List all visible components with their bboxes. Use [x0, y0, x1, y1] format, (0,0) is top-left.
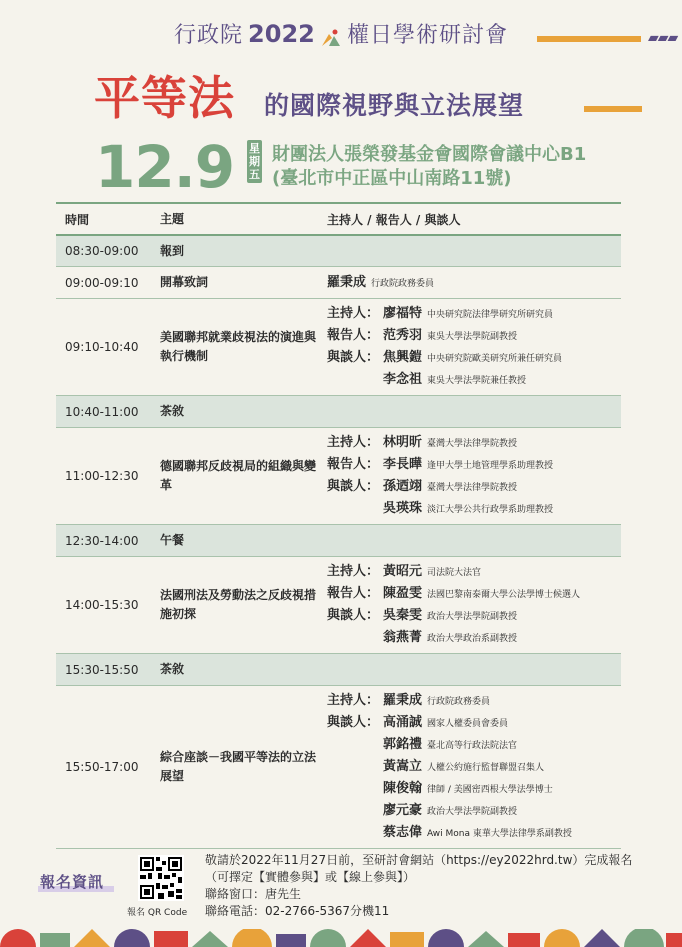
main-title: 平等法: [94, 71, 235, 125]
table-row: [56, 525, 621, 557]
table-row: [56, 686, 621, 849]
person-name: 廖福特: [383, 306, 423, 321]
person-title: 司法院大法官: [427, 568, 482, 578]
person-line: [327, 347, 621, 369]
person-name: 廖元豪: [383, 803, 423, 818]
person-role: 與談人：: [327, 350, 380, 365]
table-row: [56, 428, 621, 525]
human-rights-logo-icon: [320, 28, 342, 48]
header-topic: 主題: [160, 211, 185, 226]
person-name: 黃昭元: [383, 564, 423, 579]
person-title: 臺北高等行政法院法官: [427, 741, 518, 751]
row-time: 12:30-14:00: [65, 533, 139, 548]
row-topic: 德國聯邦反歧視局的組織與變革: [160, 459, 317, 492]
decor-bar: [584, 106, 642, 112]
weekday-badge: 星期五: [249, 142, 260, 181]
person-line: [327, 272, 621, 294]
person-role: 報告人：: [327, 586, 380, 601]
person-name: 吳瑛珠: [383, 501, 423, 516]
person-name: 黃嵩立: [383, 759, 423, 774]
person-name: 林明昕: [383, 435, 423, 450]
person-name: 吳秦雯: [383, 608, 423, 623]
person-title: 淡江大學公共行政學系助理教授: [427, 505, 554, 515]
person-line: [327, 454, 621, 476]
event-name: 權日學術研討會: [347, 23, 509, 48]
person-role: 主持人：: [327, 693, 380, 708]
header-people: 主持人 / 報告人 / 與談人: [327, 212, 461, 227]
person-name: 羅秉成: [383, 693, 423, 708]
row-time: 08:30-09:00: [65, 244, 139, 258]
decorative-border: [0, 929, 682, 947]
registration-info: [205, 852, 632, 920]
person-role: 與談人：: [327, 479, 380, 494]
person-line: [327, 756, 621, 778]
row-time: 15:50-17:00: [65, 760, 139, 774]
person-title: 臺灣大學法律學院教授: [427, 439, 518, 449]
event-header: [0, 18, 682, 49]
registration-deadline: 敬請於2022年11月27日前，至研討會網站（https://ey2022hrd.tw）完成報名: [205, 853, 633, 867]
person-title: 逢甲大學土地管理學系助理教授: [427, 461, 554, 471]
person-role: 主持人：: [327, 564, 380, 579]
schedule-table: [56, 202, 621, 849]
row-topic: 美國聯邦就業歧視法的演進與執行機制: [160, 330, 317, 363]
person-title: 人權公約施行監督聯盟召集人: [427, 763, 545, 773]
row-topic: 法國刑法及勞動法之反歧視措施初探: [160, 588, 317, 621]
person-name: 蔡志偉: [383, 825, 423, 840]
person-name: 李長曄: [383, 457, 423, 472]
person-line: [327, 369, 621, 391]
row-time: 10:40-11:00: [65, 404, 139, 419]
table-row: [56, 236, 621, 267]
person-title: 中央研究院法律學研究所研究員: [427, 310, 554, 320]
decor-bar: [537, 36, 641, 42]
person-line: [327, 583, 621, 605]
header-time: 時間: [65, 212, 90, 227]
person-line: [327, 303, 621, 325]
row-topic: 午餐: [160, 533, 185, 547]
person-line: [327, 432, 621, 454]
person-line: [327, 712, 621, 734]
person-title: Awi Mona 東華大學法律學系副教授: [427, 829, 572, 839]
person-line: [327, 822, 621, 844]
person-line: [327, 734, 621, 756]
table-row: [56, 654, 621, 686]
person-line: [327, 476, 621, 498]
row-topic: 茶敘: [160, 404, 185, 418]
table-row: [56, 267, 621, 299]
person-role: 報告人：: [327, 328, 380, 343]
person-line: [327, 800, 621, 822]
person-title: 律師 / 美國密西根大學法學博士: [427, 785, 553, 795]
person-role: 與談人：: [327, 608, 380, 623]
person-title: 行政院政務委員: [427, 697, 491, 707]
row-time: 09:10-10:40: [65, 340, 139, 354]
person-role: 報告人：: [327, 457, 380, 472]
table-row: [56, 299, 621, 396]
person-title: 國家人權委員會委員: [427, 719, 509, 729]
person-name: 范秀羽: [383, 328, 423, 343]
person-line: [327, 325, 621, 347]
org-name: 行政院: [173, 23, 243, 48]
person-line: [327, 627, 621, 649]
registration-label: 報名資訊: [40, 873, 105, 891]
row-topic: 綜合座談－我國平等法的立法展望: [160, 750, 317, 783]
row-topic: 開幕致詞: [160, 275, 209, 289]
person-role: 主持人：: [327, 306, 380, 321]
qr-code-icon[interactable]: [138, 855, 184, 901]
table-row: [56, 557, 621, 654]
row-time: 14:00-15:30: [65, 598, 139, 612]
person-title: 政治大學政治系副教授: [427, 634, 518, 644]
person-line: [327, 605, 621, 627]
person-line: [327, 690, 621, 712]
event-year: 2022: [248, 20, 315, 48]
table-header: [56, 204, 621, 236]
registration-options: （可擇定【實體參與】或【線上參與】）: [205, 870, 416, 884]
row-topic: 茶敘: [160, 662, 185, 676]
person-title: 東吳大學法學院兼任教授: [427, 376, 527, 386]
person-name: 李念祖: [383, 372, 423, 387]
person-name: 翁燕菁: [383, 630, 423, 645]
person-role: 與談人：: [327, 715, 380, 730]
row-time: 09:00-09:10: [65, 275, 139, 290]
person-title: 中央研究院歐美研究所兼任研究員: [427, 354, 563, 364]
row-topic: 報到: [160, 243, 185, 258]
row-time: 11:00-12:30: [65, 469, 139, 483]
person-title: 政治大學法學院副教授: [427, 612, 518, 622]
person-name: 陳俊翰: [383, 781, 423, 796]
venue-name: 財團法人張榮發基金會國際會議中心B1: [272, 144, 587, 165]
contact-person: 聯絡窗口：唐先生: [205, 887, 302, 901]
person-line: [327, 498, 621, 520]
person-name: 羅秉成: [327, 274, 367, 290]
person-line: [327, 561, 621, 583]
person-title: 行政院政務委員: [371, 278, 435, 289]
person-name: 焦興鎧: [383, 350, 423, 365]
table-row: [56, 396, 621, 428]
decor-chevrons: ▰▰▰: [648, 30, 678, 46]
venue-address: (臺北市中正區中山南路11號): [272, 168, 512, 189]
qr-caption: 報名 QR Code: [127, 908, 188, 918]
contact-phone: 聯絡電話：02-2766-5367分機11: [205, 904, 390, 918]
person-role: 主持人：: [327, 435, 380, 450]
person-title: 政治大學法學院副教授: [427, 807, 518, 817]
row-time: 15:30-15:50: [65, 662, 139, 677]
event-date: 12.9: [95, 133, 235, 201]
person-title: 臺灣大學法律學院教授: [427, 483, 518, 493]
person-name: 高涌誠: [383, 715, 423, 730]
person-title: 東吳大學法學院副教授: [427, 332, 518, 342]
venue: [272, 143, 586, 191]
person-name: 陳盈雯: [383, 586, 423, 601]
person-name: 孫迺翊: [383, 479, 423, 494]
sub-title: 的國際視野與立法展望: [264, 91, 525, 120]
person-title: 法國巴黎南泰爾大學公法學博士候選人: [427, 590, 581, 600]
person-name: 郭銘禮: [383, 737, 423, 752]
person-line: [327, 778, 621, 800]
